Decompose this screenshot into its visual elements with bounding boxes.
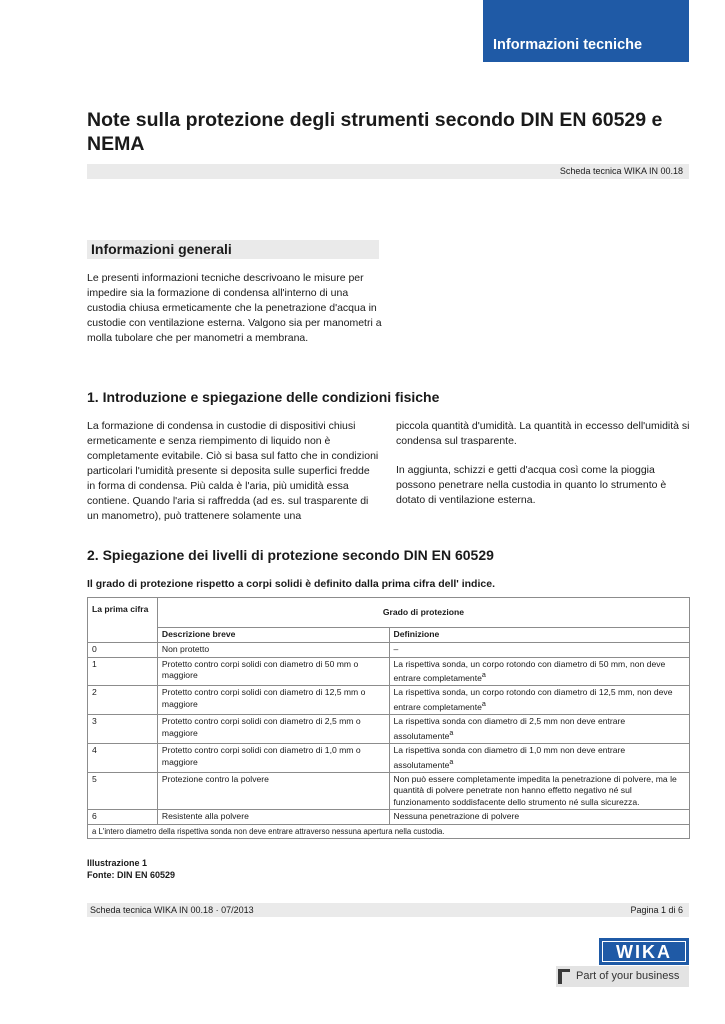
- col-header-def: Definizione: [389, 628, 690, 643]
- row-short: Resistente alla polvere: [157, 810, 389, 825]
- row-def-text: –: [393, 644, 399, 654]
- row-digit: 4: [88, 744, 158, 773]
- table-subheader-row: [88, 628, 690, 643]
- figure-caption: [87, 857, 175, 881]
- row-def: [389, 810, 690, 825]
- table-row: [88, 715, 690, 744]
- general-heading: Informazioni generali: [91, 241, 232, 257]
- row-def-text: La rispettiva sonda con diametro di 1,0 mm non deve entrare assolutamente: [393, 745, 626, 770]
- section1-col2-paragraph-1: piccola quantità d'umidità. La quantità in eccesso dell'umidità si condensa sul trasparente.: [396, 420, 690, 447]
- footer-bar: [87, 903, 689, 917]
- table-footnote-row: [88, 824, 690, 839]
- row-digit: 6: [88, 810, 158, 825]
- row-digit: 2: [88, 686, 158, 715]
- row-short: Protezione contro la polvere: [157, 772, 389, 810]
- row-def: [389, 715, 690, 744]
- table-footnote: a L'intero diametro della rispettiva sonda non deve entrare attraverso nessuna apertura nella custodia.: [88, 824, 690, 839]
- row-def: [389, 657, 690, 686]
- footer-page: Pagina 1 di 6: [630, 905, 683, 915]
- row-short: Non protetto: [157, 643, 389, 658]
- tagline-bar: [556, 966, 689, 987]
- row-def: [389, 643, 690, 658]
- tagline-notch: [562, 972, 570, 984]
- header-label: Informazioni tecniche: [493, 37, 643, 53]
- table-row: [88, 772, 690, 810]
- tagline-text: Part of your business: [576, 970, 680, 982]
- col-header-short: Descrizione breve: [157, 628, 389, 643]
- section1-heading: 1. Introduzione e spiegazione delle condizioni fisiche: [87, 389, 440, 405]
- row-digit: 3: [88, 715, 158, 744]
- section2-subheading: Il grado di protezione rispetto a corpi solidi è definito dalla prima cifra dell' indice.: [87, 578, 495, 590]
- caption-source: Fonte: DIN EN 60529: [87, 870, 176, 880]
- general-paragraph: Le presenti informazioni tecniche descrivoano le misure per impedire sia la formazione di condensa all'interno di una custodia chiusa ermeticamente che la penetrazione d'acqua in custodie con ventilazione esterna. Valgono sia per manometri a molla tubolare che per manometri a membrana.: [87, 272, 382, 344]
- row-digit: 5: [88, 772, 158, 810]
- col-header-first: La prima cifra: [88, 598, 158, 643]
- general-text: [87, 271, 382, 360]
- section1-col2-paragraph-2: In aggiunta, schizzi e getti d'acqua così come la pioggia possono penetrare nella custodia in quanto lo strumento è dotato di ventilazione esterna.: [396, 464, 667, 506]
- caption-title: Illustrazione 1: [87, 858, 148, 868]
- table-header-row: [88, 598, 690, 628]
- row-def-text: La rispettiva sonda con diametro di 2,5 mm non deve entrare assolutamente: [393, 716, 626, 741]
- row-def-text: La rispettiva sonda, un corpo rotondo con diametro di 50 mm, non deve entrare completamente: [393, 658, 666, 683]
- footnote-mark: a: [449, 728, 454, 737]
- protection-table: [87, 597, 690, 839]
- footnote-mark: a: [481, 671, 486, 679]
- table-row: [88, 657, 690, 686]
- section1-col2: [396, 419, 691, 522]
- row-short: Protetto contro corpi solidi con diametro di 12,5 mm o maggiore: [157, 686, 389, 715]
- row-def: [389, 772, 690, 810]
- row-digit: 1: [88, 657, 158, 686]
- row-short: Protetto contro corpi solidi con diametro di 50 mm o maggiore: [157, 657, 389, 686]
- col-header-group: Grado di protezione: [157, 598, 689, 628]
- table-row: [88, 810, 690, 825]
- row-short: Protetto contro corpi solidi con diametro di 1,0 mm o maggiore: [157, 744, 389, 773]
- logo-text: WIKA: [616, 942, 672, 962]
- wika-logo: [599, 938, 689, 965]
- footer-left: Scheda tecnica WIKA IN 00.18 · 07/2013: [90, 905, 254, 915]
- row-short: Protetto contro corpi solidi con diametro di 2,5 mm o maggiore: [157, 715, 389, 744]
- table-row: [88, 643, 690, 658]
- footnote-mark: a: [449, 757, 454, 766]
- row-def: [389, 744, 690, 773]
- table-row: [88, 744, 690, 773]
- row-digit: 0: [88, 643, 158, 658]
- row-def-text: Non può essere completamente impedita la penetrazione di polvere, ma le quantità di polvere penetrate non hanno effetto negativo né sul funzionamento soddisfacente dello strumento né sulla sicurezza.: [393, 773, 677, 807]
- row-def-text: Nessuna penetrazione di polvere: [393, 811, 520, 822]
- datasheet-ref-bar: [87, 164, 689, 179]
- row-def-text: La rispettiva sonda, un corpo rotondo con diametro di 12,5 mm, non deve entrare completamente: [393, 687, 673, 712]
- section1-col1: [87, 419, 379, 538]
- datasheet-ref: Scheda tecnica WIKA IN 00.18: [559, 166, 683, 176]
- table-row: [88, 686, 690, 715]
- footnote-mark: a: [481, 699, 486, 708]
- row-def: [389, 686, 690, 715]
- general-heading-bar: [87, 240, 379, 259]
- section2-heading: 2. Spiegazione dei livelli di protezione secondo DIN EN 60529: [87, 547, 494, 563]
- page-title: Note sulla protezione degli strumenti secondo DIN EN 60529 e NEMA: [87, 109, 663, 155]
- section1-col1-paragraph: La formazione di condensa in custodie di dispositivi chiusi ermeticamente e senza riempimento di liquido non è completamente evitabile. Ciò si basa sul fatto che in condizioni particolari l'umidità presente si deposita sulle superfici fredde in forma di condensa. Più calda è l'aria, più umidità essa contiene. Quando l'aria si raffredda (ad es. sul trasparente di un manometro), può trattenere solamente una: [87, 420, 379, 522]
- header-banner: [483, 0, 689, 62]
